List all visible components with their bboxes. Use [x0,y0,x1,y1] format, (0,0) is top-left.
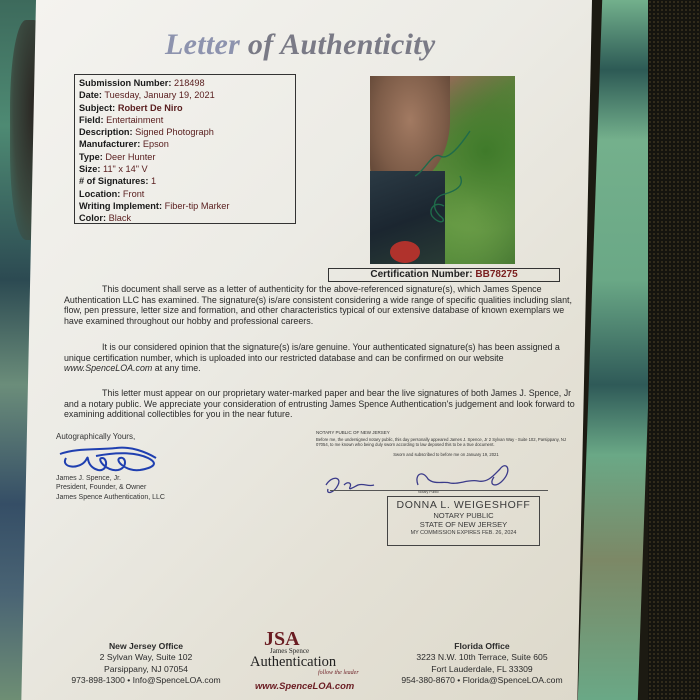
info-value: Entertainment [106,114,164,125]
stamp-expiry: MY COMMISSION EXPIRES FEB. 26, 2024 [410,530,517,536]
notary-signature-line [330,490,548,491]
info-value: Fiber-tip Marker [164,200,230,211]
info-row-location [79,188,291,200]
jsa-logo [250,630,370,696]
nj-office [56,641,236,687]
signer-block [56,474,165,502]
fl-office-heading: Florida Office [454,641,510,651]
info-row-color [79,212,291,224]
info-value: Black [108,213,132,224]
nj-office-address2: Parsippany, NJ 07054 [104,663,188,674]
certification-number-box [328,268,560,282]
info-label: Manufacturer: [79,139,141,150]
info-label: Description: [79,127,133,138]
info-label: Color: [79,213,107,224]
notary-section [316,430,576,457]
signer-name: James J. Spence, Jr. [56,475,121,482]
info-label: Subject: [79,102,116,113]
fl-office [382,641,582,687]
info-row-type [79,151,291,163]
nj-office-contact: 973-898-1300 • Info@SpenceLOA.com [71,675,221,686]
notary-heading: NOTARY PUBLIC OF NEW JERSEY [316,430,390,435]
nj-office-address1: 2 Sylvan Way, Suite 102 [99,652,193,663]
paragraph-text: This document shall serve as a letter of authenticity for the above-referenced signature(s), which James Spence Authentication LLC has examined. The signature(s) is/are consistent considering a wide range of specific qualities including slant, flow, pen pressure, letter size and formation, and other characteristics typical of our extensive database of known exemplars we have examined throughout our hobby and professional careers. [64,284,572,326]
submission-info-box [74,74,296,224]
signer-role: President, Founder, & Owner [56,484,147,492]
paragraph-opinion [64,342,576,374]
paragraph-text: This letter must appear on our proprietary water-marked paper and bear the live signatures of both James J. Spence, Jr and a notary public. We appreciate your consideration of entrusting James Spence Authentication's judgement and look forward to examining additional collectibles for you in the near future. [64,388,575,420]
info-label: Date: [79,90,102,101]
info-value: 1 [151,176,157,187]
info-label: Location: [79,188,121,199]
info-value: Deer Hunter [105,151,156,162]
info-label: Field: [79,114,104,125]
fl-office-contact: 954-380-8670 • Florida@SpenceLOA.com [401,675,563,686]
paragraph-text: It is our considered opinion that the signature(s) is/are genuine. Your authenticated signature(s) has been assigned a unique certification number, which is uploaded into our restricted database and can be confirmed on our website [64,342,560,363]
notary-body: Before me, the undersigned notary public, this day personally appeared James J. Spence, Jr 2 Sylvan Way - Suite 102, Parsippany, NJ 07054, to me known who being duly sworn according to law deposed this to be a true document. [316,437,566,448]
document-title [165,28,485,62]
info-value: 218498 [173,78,205,88]
info-value: Tuesday, January 19, 2021 [104,90,215,101]
spence-signature-icon [56,440,166,474]
stamp-state: STATE OF NEW JERSEY [419,520,508,529]
stamp-name: DONNA L. WEIGESHOFF [396,499,531,511]
notary-sworn: Sworn and subscribed to before me on January 19, 2021 [393,451,499,457]
info-row-description [79,126,291,138]
info-row-size [79,163,291,175]
closing-text: Autographically Yours, [56,432,136,441]
autograph-signature-icon [370,76,515,264]
info-value: Signed Photograph [135,127,214,138]
notary-stamp [387,496,540,546]
website-link[interactable]: www.SpenceLOA.com [64,363,153,374]
info-value: Front [122,188,145,199]
jsa-logo-name: James Spence [270,647,310,655]
info-row-submission [79,77,291,89]
certification-label: Certification Number: [370,269,473,280]
notary-signature-icon [318,455,538,495]
paragraph-watermark [64,388,576,420]
info-value: Epson [142,139,169,150]
title-letter: Letter [165,28,241,61]
jsa-website[interactable]: www.SpenceLOA.com [255,680,355,691]
info-label: Submission Number: [79,78,172,88]
fl-office-address2: Fort Lauderdale, FL 33309 [431,663,533,674]
jsa-logo-mark: JSA [264,628,300,650]
fl-office-address1: 3223 N.W. 10th Terrace, Suite 605 [416,652,548,663]
notary-line-label: Notary Public [418,490,439,494]
signer-company: James Spence Authentication, LLC [56,493,165,501]
info-value: Robert De Niro [117,102,183,113]
info-label: Size: [79,164,101,175]
info-value: 11" x 14" V [103,164,148,175]
title-rest: of Authenticity [247,28,436,61]
paragraph-authenticity [64,284,576,326]
info-row-subject [79,102,291,114]
info-label: Writing Implement: [79,200,163,211]
jsa-logo-authentication: Authentication [250,654,337,670]
stamp-title: NOTARY PUBLIC [433,511,494,520]
jsa-logo-tagline: follow the leader [318,670,359,676]
paragraph-text: at any time. [152,363,201,374]
info-row-date [79,89,291,101]
info-row-field [79,114,291,126]
info-row-writing-implement [79,200,291,212]
signed-photo-thumbnail [370,76,515,264]
nj-office-heading: New Jersey Office [108,641,184,651]
info-label: # of Signatures: [79,176,149,187]
info-label: Type: [79,151,103,162]
info-row-signature-count [79,175,291,187]
info-row-manufacturer [79,138,291,150]
certification-number: BB78275 [475,269,518,280]
